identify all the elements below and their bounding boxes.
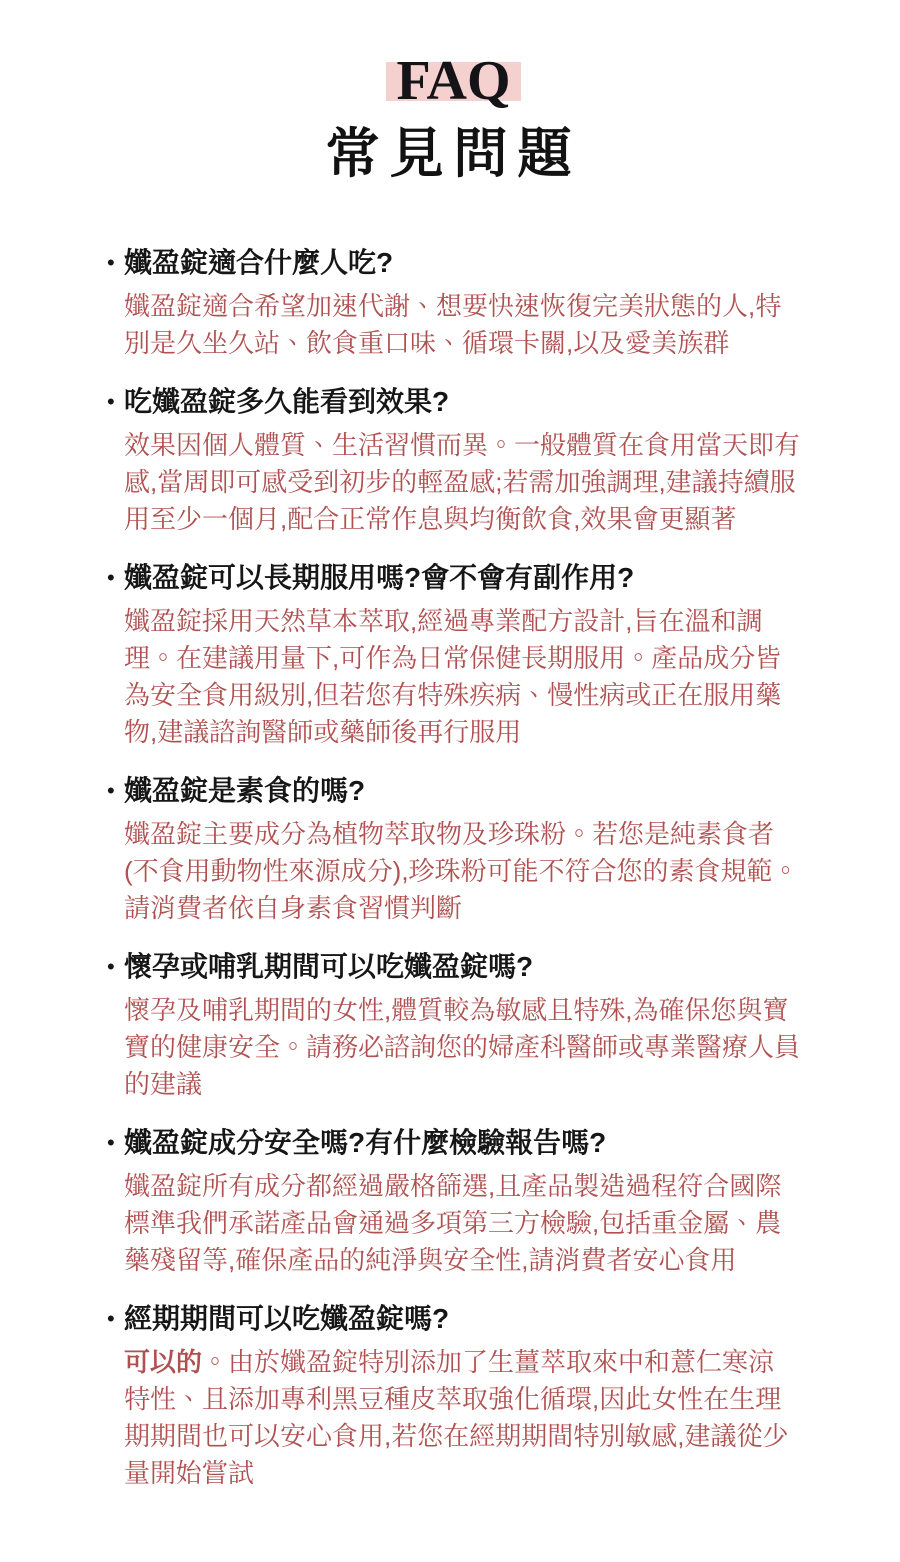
faq-answer-lead: 可以的 bbox=[124, 1347, 203, 1378]
faq-question: 孅盈錠可以長期服用嗎?會不會有副作用? bbox=[124, 562, 635, 594]
faq-question: 孅盈錠成分安全嗎?有什麼檢驗報告嗎? bbox=[124, 1127, 607, 1159]
faq-answer-rest: 效果因個人體質、生活習慣而異。一般體質在食用當天即有感,當周即可感受到初步的輕盈感;若需加強調理,建議持續服用至少一個月,配合正常作息與均衡飲食,效果會更顯著 bbox=[124, 430, 801, 535]
faq-answer bbox=[124, 288, 800, 362]
faq-eyebrow-label: FAQ bbox=[386, 52, 520, 111]
faq-item bbox=[107, 562, 800, 751]
faq-item bbox=[107, 1127, 800, 1279]
bullet-icon: • bbox=[107, 954, 115, 980]
bullet-icon: • bbox=[107, 1130, 115, 1156]
faq-question-row bbox=[107, 386, 800, 418]
faq-question: 吃孅盈錠多久能看到效果? bbox=[124, 386, 450, 418]
faq-question-row bbox=[107, 247, 800, 279]
faq-question: 懷孕或哺乳期間可以吃孅盈錠嗎? bbox=[124, 951, 534, 983]
faq-item bbox=[107, 775, 800, 927]
faq-answer bbox=[124, 816, 800, 927]
faq-item bbox=[107, 247, 800, 362]
faq-question-row bbox=[107, 775, 800, 807]
faq-list bbox=[107, 247, 800, 1492]
faq-question-row bbox=[107, 951, 800, 983]
faq-item bbox=[107, 951, 800, 1103]
faq-answer bbox=[124, 1168, 800, 1279]
faq-question-row bbox=[107, 562, 800, 594]
faq-question: 孅盈錠適合什麼人吃? bbox=[124, 247, 394, 279]
bullet-icon: • bbox=[107, 250, 115, 276]
faq-answer-rest: 孅盈錠採用天然草本萃取,經過專業配方設計,旨在溫和調理。在建議用量下,可作為日常保健長期服用。產品成分皆為安全食用級別,但若您有特殊疾病、慢性病或正在服用藥物,建議諮詢醫師或藥師後再行服用 bbox=[124, 606, 782, 748]
faq-answer bbox=[124, 992, 800, 1103]
faq-answer-rest: 孅盈錠適合希望加速代謝、想要快速恢復完美狀態的人,特別是久坐久站、飲食重口味、循環卡關,以及愛美族群 bbox=[124, 291, 782, 359]
faq-answer-rest: 。由於孅盈錠特別添加了生薑萃取來中和薏仁寒涼特性、且添加專利黑豆種皮萃取強化循環,因此女性在生理期期間也可以安心食用,若您在經期期間特別敏感,建議從少量開始嘗試 bbox=[124, 1347, 789, 1489]
eyebrow-row bbox=[107, 52, 800, 111]
faq-question-row bbox=[107, 1127, 800, 1159]
bullet-icon: • bbox=[107, 389, 115, 415]
faq-answer-rest: 孅盈錠主要成分為植物萃取物及珍珠粉。若您是純素食者(不食用動物性來源成分),珍珠粉可能不符合您的素食規範。請消費者依自身素食習慣判斷 bbox=[124, 819, 799, 924]
faq-answer bbox=[124, 427, 800, 538]
faq-question: 經期期間可以吃孅盈錠嗎? bbox=[124, 1303, 450, 1335]
faq-item bbox=[107, 1303, 800, 1492]
bullet-icon: • bbox=[107, 565, 115, 591]
page-header bbox=[107, 52, 800, 184]
faq-answer bbox=[124, 1344, 800, 1492]
faq-answer-rest: 懷孕及哺乳期間的女性,體質較為敏感且特殊,為確保您與寶寶的健康安全。請務必諮詢您的婦產科醫師或專業醫療人員的建議 bbox=[124, 995, 801, 1100]
faq-answer bbox=[124, 603, 800, 751]
faq-item bbox=[107, 386, 800, 538]
faq-answer-rest: 孅盈錠所有成分都經過嚴格篩選,且產品製造過程符合國際標準我們承諾產品會通過多項第三方檢驗,包括重金屬、農藥殘留等,確保產品的純淨與安全性,請消費者安心食用 bbox=[124, 1171, 782, 1276]
faq-question: 孅盈錠是素食的嗎? bbox=[124, 775, 366, 807]
faq-question-row bbox=[107, 1303, 800, 1335]
bullet-icon: • bbox=[107, 1306, 115, 1332]
bullet-icon: • bbox=[107, 778, 115, 804]
page-title: 常見問題 bbox=[325, 123, 582, 184]
